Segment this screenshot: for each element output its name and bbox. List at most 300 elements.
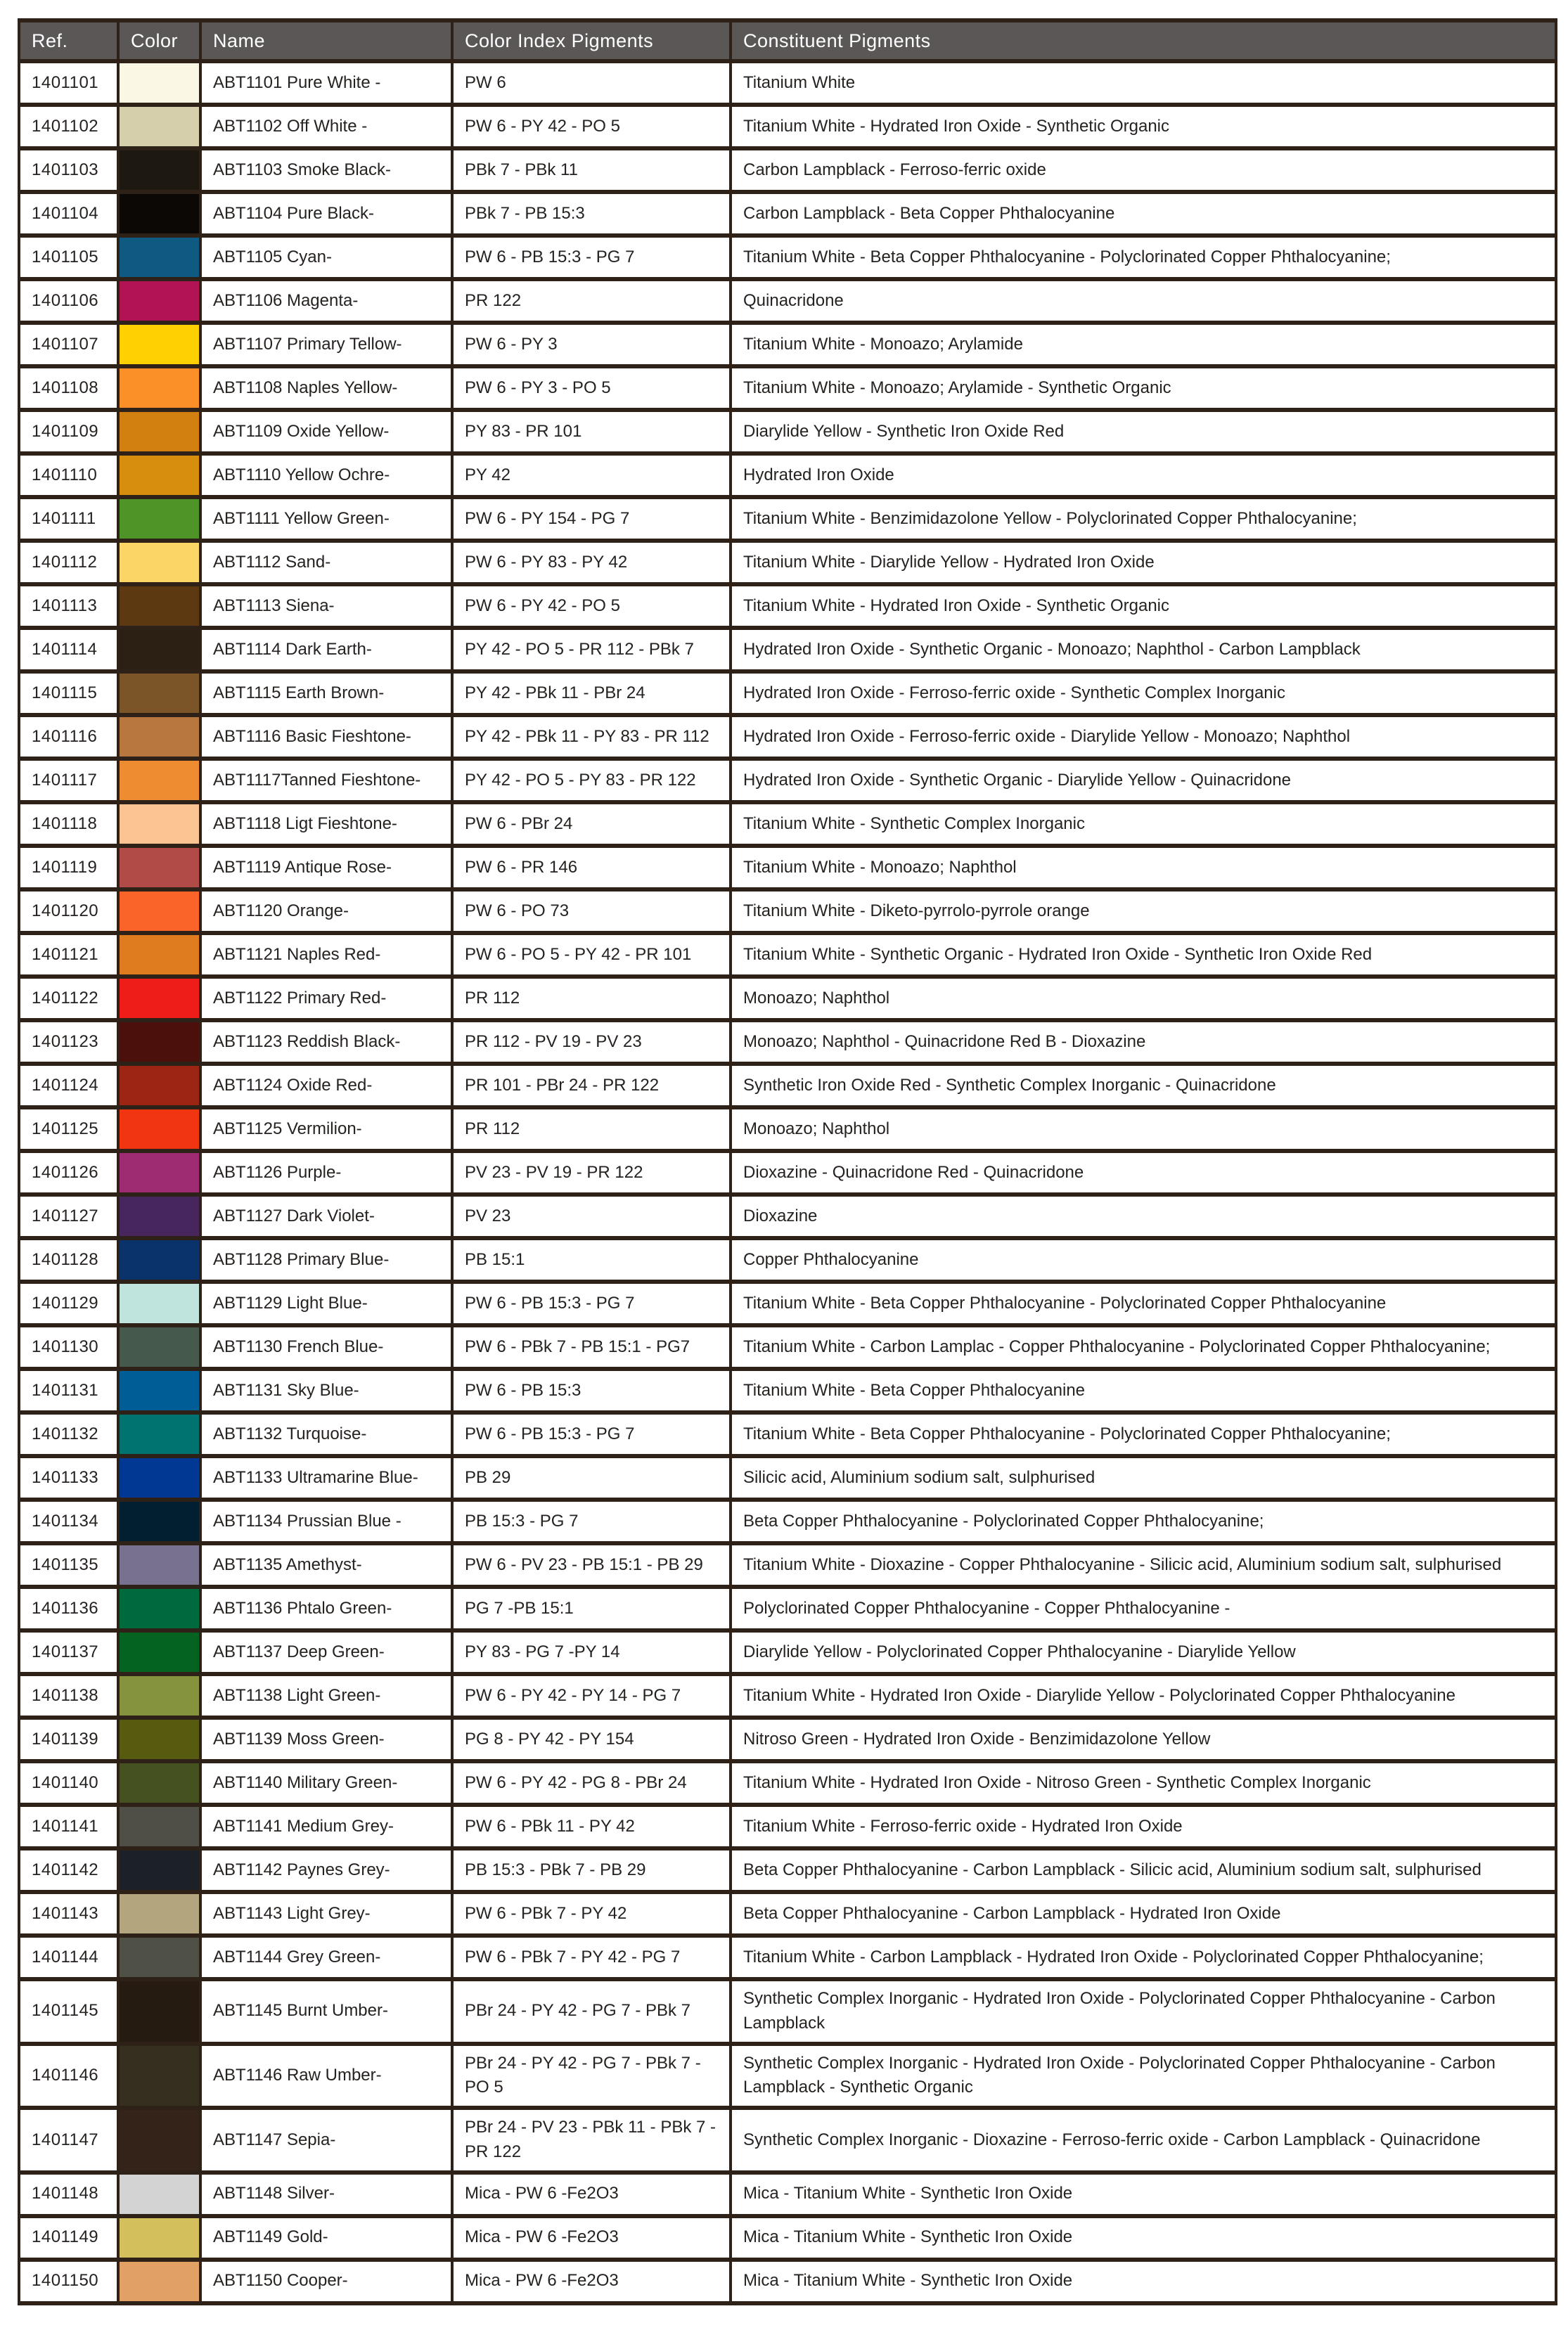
- table-row: [19, 715, 1556, 759]
- paint-name-text: ABT1130 French Blue-: [213, 1337, 384, 1356]
- ref-value: [19, 977, 118, 1020]
- color-swatch: [118, 1761, 200, 1805]
- color-swatch: [118, 933, 200, 977]
- paint-name: [200, 1369, 452, 1412]
- color-swatch: [118, 1195, 200, 1238]
- paint-name-text: ABT1146 Raw Umber-: [213, 2065, 382, 2085]
- color-index-pigments: [452, 802, 731, 846]
- color-index-text: PW 6 - PBk 7 - PY 42: [465, 1903, 627, 1923]
- ref-text: 1401105: [32, 247, 99, 266]
- constituent-pigments: [731, 846, 1556, 889]
- column-header-color: Color: [118, 20, 200, 61]
- paint-name: [200, 61, 452, 105]
- ref-text: 1401136: [32, 1598, 99, 1618]
- paint-name: [200, 846, 452, 889]
- color-index-pigments: [452, 1543, 731, 1587]
- constituent-text: Diarylide Yellow - Synthetic Iron Oxide Red: [743, 421, 1065, 441]
- constituent-pigments: [731, 628, 1556, 671]
- table-row: [19, 1848, 1556, 1892]
- constituent-text: Diarylide Yellow - Polyclorinated Copper Phthalocyanine - Diarylide Yellow: [743, 1642, 1296, 1661]
- ref-text: 1401135: [32, 1555, 99, 1574]
- table-row: [19, 802, 1556, 846]
- color-index-pigments: [452, 410, 731, 453]
- constituent-pigments: [731, 933, 1556, 977]
- ref-value: [19, 148, 118, 192]
- color-index-pigments: [452, 192, 731, 236]
- paint-name-text: ABT1150 Cooper-: [213, 2271, 348, 2291]
- paint-name-text: ABT1131 Sky Blue-: [213, 1380, 359, 1400]
- table-row: [19, 366, 1556, 410]
- constituent-pigments: [731, 1718, 1556, 1761]
- paint-name-text: ABT1134 Prussian Blue -: [213, 1511, 401, 1531]
- color-swatch: [118, 279, 200, 323]
- color-index-pigments: [452, 148, 731, 192]
- paint-name-text: ABT1113 Siena-: [213, 596, 335, 615]
- color-index-text: PW 6 - PO 73: [465, 901, 570, 920]
- paint-name-text: ABT1120 Orange-: [213, 901, 349, 920]
- constituent-pigments: [731, 1892, 1556, 1936]
- color-swatch: [118, 453, 200, 497]
- constituent-pigments: [731, 1064, 1556, 1107]
- table-row: [19, 1674, 1556, 1718]
- color-index-pigments: [452, 1238, 731, 1282]
- paint-name-text: ABT1110 Yellow Ochre-: [213, 465, 390, 484]
- constituent-text: Synthetic Complex Inorganic - Hydrated Iron Oxide - Polyclorinated Copper Phthalocyanine - Carbon Lampblack - Synthetic Organic: [743, 2053, 1496, 2097]
- ref-text: 1401143: [32, 1903, 99, 1923]
- color-swatch: [118, 2216, 200, 2260]
- ref-value: [19, 1805, 118, 1848]
- table-row: [19, 2044, 1556, 2109]
- color-swatch: [118, 759, 200, 802]
- constituent-text: Monoazo; Naphthol: [743, 1119, 890, 1138]
- constituent-pigments: [731, 759, 1556, 802]
- color-index-text: PY 42: [465, 465, 510, 484]
- ref-value: [19, 2173, 118, 2216]
- paint-name-text: ABT1101 Pure White -: [213, 72, 381, 92]
- color-index-pigments: [452, 846, 731, 889]
- ref-text: 1401122: [32, 988, 99, 1008]
- constituent-text: Titanium White - Monoazo; Arylamide - Synthetic Organic: [743, 378, 1171, 397]
- color-index-text: Mica - PW 6 -Fe2O3: [465, 2184, 619, 2203]
- paint-name-text: ABT1106 Magenta-: [213, 290, 359, 310]
- ref-value: [19, 1979, 118, 2044]
- ref-text: 1401133: [32, 1467, 99, 1487]
- constituent-text: Synthetic Complex Inorganic - Dioxazine - Ferroso-ferric oxide - Carbon Lampblack - Quinacridone: [743, 2130, 1481, 2149]
- constituent-text: Titanium White - Hydrated Iron Oxide - Synthetic Organic: [743, 596, 1169, 615]
- color-swatch: [118, 61, 200, 105]
- color-index-pigments: [452, 366, 731, 410]
- ref-text: 1401121: [32, 944, 99, 964]
- color-index-pigments: [452, 1936, 731, 1979]
- ref-value: [19, 889, 118, 933]
- paint-name: [200, 1587, 452, 1630]
- paint-name-text: ABT1139 Moss Green-: [213, 1729, 385, 1749]
- color-index-text: PW 6 - PO 5 - PY 42 - PR 101: [465, 944, 692, 964]
- constituent-text: Titanium White - Monoazo; Naphthol: [743, 857, 1017, 877]
- ref-value: [19, 846, 118, 889]
- color-index-text: PR 112 - PV 19 - PV 23: [465, 1031, 642, 1051]
- color-index-pigments: [452, 1412, 731, 1456]
- color-index-pigments: [452, 2173, 731, 2216]
- paint-name: [200, 1936, 452, 1979]
- paint-name: [200, 2260, 452, 2303]
- color-index-text: PW 6 - PBk 7 - PY 42 - PG 7: [465, 1947, 681, 1967]
- ref-text: 1401115: [32, 683, 98, 702]
- ref-value: [19, 279, 118, 323]
- paint-name-text: ABT1115 Earth Brown-: [213, 683, 385, 702]
- table-row: [19, 1064, 1556, 1107]
- column-header-name: Name: [200, 20, 452, 61]
- table-row: [19, 846, 1556, 889]
- ref-text: 1401120: [32, 901, 99, 920]
- paint-name-text: ABT1140 Military Green-: [213, 1772, 398, 1792]
- color-index-pigments: [452, 497, 731, 541]
- color-swatch: [118, 1238, 200, 1282]
- constituent-pigments: [731, 1369, 1556, 1412]
- constituent-pigments: [731, 802, 1556, 846]
- constituent-pigments: [731, 1848, 1556, 1892]
- color-index-pigments: [452, 933, 731, 977]
- table-row: [19, 977, 1556, 1020]
- constituent-text: Titanium White - Beta Copper Phthalocyanine - Polyclorinated Copper Phthalocyanine;: [743, 1424, 1391, 1443]
- paint-name-text: ABT1107 Primary Tellow-: [213, 334, 402, 354]
- color-swatch: [118, 1107, 200, 1151]
- constituent-text: Hydrated Iron Oxide - Ferroso-ferric oxide - Diarylide Yellow - Monoazo; Naphthol: [743, 726, 1351, 746]
- color-index-text: PY 83 - PG 7 -PY 14: [465, 1642, 620, 1661]
- constituent-pigments: [731, 715, 1556, 759]
- color-index-pigments: [452, 236, 731, 279]
- ref-text: 1401127: [32, 1206, 99, 1225]
- constituent-text: Copper Phthalocyanine: [743, 1249, 919, 1269]
- ref-text: 1401114: [32, 639, 98, 659]
- ref-text: 1401106: [32, 290, 99, 310]
- color-swatch: [118, 1805, 200, 1848]
- constituent-text: Titanium White - Ferroso-ferric oxide - Hydrated Iron Oxide: [743, 1816, 1183, 1836]
- ref-value: [19, 759, 118, 802]
- table-row: [19, 453, 1556, 497]
- ref-value: [19, 1064, 118, 1107]
- ref-value: [19, 2260, 118, 2303]
- paint-name-text: ABT1103 Smoke Black-: [213, 160, 391, 179]
- paint-name: [200, 148, 452, 192]
- color-swatch: [118, 802, 200, 846]
- color-index-pigments: [452, 61, 731, 105]
- constituent-pigments: [731, 410, 1556, 453]
- paint-name: [200, 366, 452, 410]
- ref-value: [19, 366, 118, 410]
- constituent-pigments: [731, 236, 1556, 279]
- ref-value: [19, 105, 118, 148]
- color-index-pigments: [452, 1674, 731, 1718]
- constituent-pigments: [731, 889, 1556, 933]
- ref-text: 1401123: [32, 1031, 99, 1051]
- constituent-pigments: [731, 61, 1556, 105]
- ref-value: [19, 1630, 118, 1674]
- table-row: [19, 105, 1556, 148]
- color-swatch: [118, 1412, 200, 1456]
- color-index-text: PW 6 - PY 83 - PY 42: [465, 552, 628, 572]
- constituent-text: Titanium White - Monoazo; Arylamide: [743, 334, 1023, 354]
- paint-name-text: ABT1126 Purple-: [213, 1162, 342, 1182]
- color-swatch: [118, 846, 200, 889]
- paint-name: [200, 497, 452, 541]
- color-index-text: PW 6 - PY 154 - PG 7: [465, 508, 630, 528]
- constituent-pigments: [731, 1325, 1556, 1369]
- constituent-pigments: [731, 671, 1556, 715]
- table-row: [19, 584, 1556, 628]
- table-row: [19, 1979, 1556, 2044]
- ref-value: [19, 1107, 118, 1151]
- ref-value: [19, 584, 118, 628]
- table-row: [19, 148, 1556, 192]
- color-index-pigments: [452, 1587, 731, 1630]
- color-index-text: PW 6 - PBk 11 - PY 42: [465, 1816, 635, 1836]
- ref-text: 1401116: [32, 726, 98, 746]
- table-row: [19, 1325, 1556, 1369]
- constituent-pigments: [731, 1543, 1556, 1587]
- color-index-pigments: [452, 1369, 731, 1412]
- paint-name: [200, 1282, 452, 1325]
- table-row: [19, 541, 1556, 584]
- color-index-text: PY 42 - PO 5 - PY 83 - PR 122: [465, 770, 696, 790]
- constituent-pigments: [731, 2108, 1556, 2173]
- constituent-pigments: [731, 453, 1556, 497]
- paint-name: [200, 802, 452, 846]
- ref-text: 1401126: [32, 1162, 99, 1182]
- ref-text: 1401137: [32, 1642, 99, 1661]
- paint-name-text: ABT1132 Turquoise-: [213, 1424, 367, 1443]
- paint-name-text: ABT1142 Paynes Grey-: [213, 1860, 390, 1879]
- paint-name-text: ABT1104 Pure Black-: [213, 203, 374, 223]
- constituent-text: Hydrated Iron Oxide - Synthetic Organic - Diarylide Yellow - Quinacridone: [743, 770, 1292, 790]
- constituent-pigments: [731, 323, 1556, 366]
- ref-text: 1401150: [32, 2271, 99, 2291]
- constituent-text: Titanium White - Benzimidazolone Yellow - Polyclorinated Copper Phthalocyanine;: [743, 508, 1357, 528]
- color-swatch: [118, 715, 200, 759]
- paint-name-text: ABT1138 Light Green-: [213, 1685, 381, 1705]
- color-index-pigments: [452, 1892, 731, 1936]
- ref-text: 1401113: [32, 596, 98, 615]
- color-index-text: PW 6 - PR 146: [465, 857, 578, 877]
- table-row: [19, 2260, 1556, 2303]
- color-index-text: PR 101 - PBr 24 - PR 122: [465, 1075, 660, 1095]
- ref-text: 1401129: [32, 1293, 99, 1313]
- color-index-pigments: [452, 1282, 731, 1325]
- table-row: [19, 1587, 1556, 1630]
- paint-name-text: ABT1121 Naples Red-: [213, 944, 381, 964]
- ref-text: 1401108: [32, 378, 99, 397]
- color-index-text: PW 6 - PY 42 - PO 5: [465, 596, 620, 615]
- constituent-pigments: [731, 1238, 1556, 1282]
- paint-name: [200, 2216, 452, 2260]
- constituent-pigments: [731, 192, 1556, 236]
- paint-name: [200, 1979, 452, 2044]
- color-index-text: PR 122: [465, 290, 522, 310]
- paint-name-text: ABT1148 Silver-: [213, 2184, 335, 2203]
- color-swatch: [118, 1718, 200, 1761]
- color-index-text: PW 6 - PB 15:3 - PG 7: [465, 1293, 635, 1313]
- color-index-pigments: [452, 453, 731, 497]
- paint-name-text: ABT1135 Amethyst-: [213, 1555, 362, 1574]
- color-index-pigments: [452, 715, 731, 759]
- color-index-text: PW 6 - PB 15:3: [465, 1380, 581, 1400]
- table-row: [19, 671, 1556, 715]
- ref-text: 1401131: [32, 1380, 99, 1400]
- ref-text: 1401102: [32, 116, 99, 136]
- constituent-text: Titanium White - Synthetic Complex Inorganic: [743, 813, 1085, 833]
- paint-name: [200, 1107, 452, 1151]
- ref-text: 1401117: [32, 770, 98, 790]
- paint-name: [200, 1238, 452, 1282]
- paint-name: [200, 1543, 452, 1587]
- paint-name: [200, 410, 452, 453]
- table-row: [19, 1543, 1556, 1587]
- paint-name: [200, 453, 452, 497]
- constituent-pigments: [731, 1282, 1556, 1325]
- paint-name: [200, 1630, 452, 1674]
- ref-text: 1401144: [32, 1947, 99, 1967]
- color-swatch: [118, 410, 200, 453]
- constituent-pigments: [731, 1107, 1556, 1151]
- table-row: [19, 1805, 1556, 1848]
- color-index-text: PG 7 -PB 15:1: [465, 1598, 574, 1618]
- paint-name-text: ABT1128 Primary Blue-: [213, 1249, 390, 1269]
- paint-name: [200, 1805, 452, 1848]
- color-index-pigments: [452, 759, 731, 802]
- color-swatch: [118, 1630, 200, 1674]
- ref-text: 1401110: [32, 465, 98, 484]
- paint-name: [200, 1718, 452, 1761]
- color-index-text: Mica - PW 6 -Fe2O3: [465, 2227, 619, 2247]
- paint-name: [200, 933, 452, 977]
- ref-value: [19, 1936, 118, 1979]
- ref-value: [19, 1718, 118, 1761]
- color-index-pigments: [452, 889, 731, 933]
- ref-value: [19, 1325, 118, 1369]
- table-row: [19, 410, 1556, 453]
- constituent-text: Beta Copper Phthalocyanine - Carbon Lampblack - Silicic acid, Aluminium sodium salt, sulphurised: [743, 1860, 1482, 1879]
- constituent-text: Titanium White - Hydrated Iron Oxide - Nitroso Green - Synthetic Complex Inorganic: [743, 1772, 1371, 1792]
- color-index-text: PW 6 - PV 23 - PB 15:1 - PB 29: [465, 1555, 703, 1574]
- paint-name-text: ABT1147 Sepia-: [213, 2130, 336, 2149]
- constituent-text: Mica - Titanium White - Synthetic Iron Oxide: [743, 2271, 1073, 2291]
- constituent-text: Monoazo; Naphthol - Quinacridone Red B - Dioxazine: [743, 1031, 1146, 1051]
- constituent-text: Hydrated Iron Oxide: [743, 465, 894, 484]
- constituent-text: Dioxazine - Quinacridone Red - Quinacridone: [743, 1162, 1084, 1182]
- constituent-text: Quinacridone: [743, 290, 844, 310]
- color-index-text: PW 6 - PB 15:3 - PG 7: [465, 1424, 635, 1443]
- constituent-pigments: [731, 1151, 1556, 1195]
- color-index-text: PBk 7 - PB 15:3: [465, 203, 585, 223]
- constituent-text: Titanium White - Diketo-pyrrolo-pyrrole orange: [743, 901, 1090, 920]
- paint-name: [200, 889, 452, 933]
- table-row: [19, 1456, 1556, 1500]
- paint-name: [200, 2108, 452, 2173]
- ref-value: [19, 453, 118, 497]
- color-swatch: [118, 2044, 200, 2109]
- paint-name: [200, 2044, 452, 2109]
- constituent-text: Hydrated Iron Oxide - Synthetic Organic - Monoazo; Naphthol - Carbon Lampblack: [743, 639, 1361, 659]
- color-index-text: PW 6 - PY 42 - PG 8 - PBr 24: [465, 1772, 687, 1792]
- color-swatch: [118, 628, 200, 671]
- paint-name-text: ABT1136 Phtalo Green-: [213, 1598, 392, 1618]
- paint-name-text: ABT1105 Cyan-: [213, 247, 332, 266]
- color-swatch: [118, 977, 200, 1020]
- table-body: [19, 61, 1556, 2303]
- color-index-pigments: [452, 1020, 731, 1064]
- column-header-ref: Ref.: [19, 20, 118, 61]
- color-swatch: [118, 1282, 200, 1325]
- ref-value: [19, 2216, 118, 2260]
- ref-value: [19, 2108, 118, 2173]
- constituent-text: Titanium White - Beta Copper Phthalocyanine - Polyclorinated Copper Phthalocyanine: [743, 1293, 1387, 1313]
- color-index-text: PY 42 - PBk 11 - PY 83 - PR 112: [465, 726, 709, 746]
- table-row: [19, 1936, 1556, 1979]
- ref-text: 1401138: [32, 1685, 99, 1705]
- color-index-pigments: [452, 584, 731, 628]
- color-swatch: [118, 192, 200, 236]
- constituent-text: Mica - Titanium White - Synthetic Iron Oxide: [743, 2227, 1073, 2247]
- table-row: [19, 933, 1556, 977]
- color-swatch: [118, 366, 200, 410]
- table-row: [19, 1718, 1556, 1761]
- color-index-pigments: [452, 1064, 731, 1107]
- color-index-text: PR 112: [465, 1119, 520, 1138]
- color-index-text: PY 42 - PO 5 - PR 112 - PBk 7: [465, 639, 694, 659]
- ref-text: 1401112: [32, 552, 98, 572]
- paint-name-text: ABT1123 Reddish Black-: [213, 1031, 401, 1051]
- constituent-text: Synthetic Complex Inorganic - Hydrated Iron Oxide - Polyclorinated Copper Phthalocyanine - Carbon Lampblack: [743, 1989, 1496, 2033]
- constituent-text: Monoazo; Naphthol: [743, 988, 890, 1008]
- color-index-text: PY 42 - PBk 11 - PBr 24: [465, 683, 645, 702]
- constituent-text: Beta Copper Phthalocyanine - Polyclorinated Copper Phthalocyanine;: [743, 1511, 1264, 1531]
- constituent-text: Dioxazine: [743, 1206, 818, 1225]
- table-row: [19, 1761, 1556, 1805]
- ref-value: [19, 497, 118, 541]
- color-swatch: [118, 671, 200, 715]
- paint-name: [200, 1412, 452, 1456]
- constituent-text: Titanium White: [743, 72, 856, 92]
- constituent-text: Titanium White - Hydrated Iron Oxide - Diarylide Yellow - Polyclorinated Copper Phthalocyanine: [743, 1685, 1455, 1705]
- table-row: [19, 2173, 1556, 2216]
- ref-value: [19, 1151, 118, 1195]
- ref-value: [19, 236, 118, 279]
- paint-name: [200, 1151, 452, 1195]
- ref-text: 1401149: [32, 2227, 99, 2247]
- color-index-pigments: [452, 1107, 731, 1151]
- ref-value: [19, 1020, 118, 1064]
- ref-value: [19, 1761, 118, 1805]
- ref-text: 1401134: [32, 1511, 99, 1531]
- color-index-pigments: [452, 105, 731, 148]
- table-row: [19, 61, 1556, 105]
- ref-text: 1401128: [32, 1249, 99, 1269]
- table-row: [19, 759, 1556, 802]
- constituent-pigments: [731, 2260, 1556, 2303]
- table-row: [19, 1412, 1556, 1456]
- constituent-pigments: [731, 1936, 1556, 1979]
- ref-value: [19, 192, 118, 236]
- ref-value: [19, 1195, 118, 1238]
- constituent-pigments: [731, 1805, 1556, 1848]
- paint-name-text: ABT1133 Ultramarine Blue-: [213, 1467, 418, 1487]
- constituent-pigments: [731, 148, 1556, 192]
- paint-name-text: ABT1124 Oxide Red-: [213, 1075, 373, 1095]
- color-index-text: PB 15:1: [465, 1249, 525, 1269]
- constituent-text: Beta Copper Phthalocyanine - Carbon Lampblack - Hydrated Iron Oxide: [743, 1903, 1281, 1923]
- table-row: [19, 628, 1556, 671]
- paint-name: [200, 1848, 452, 1892]
